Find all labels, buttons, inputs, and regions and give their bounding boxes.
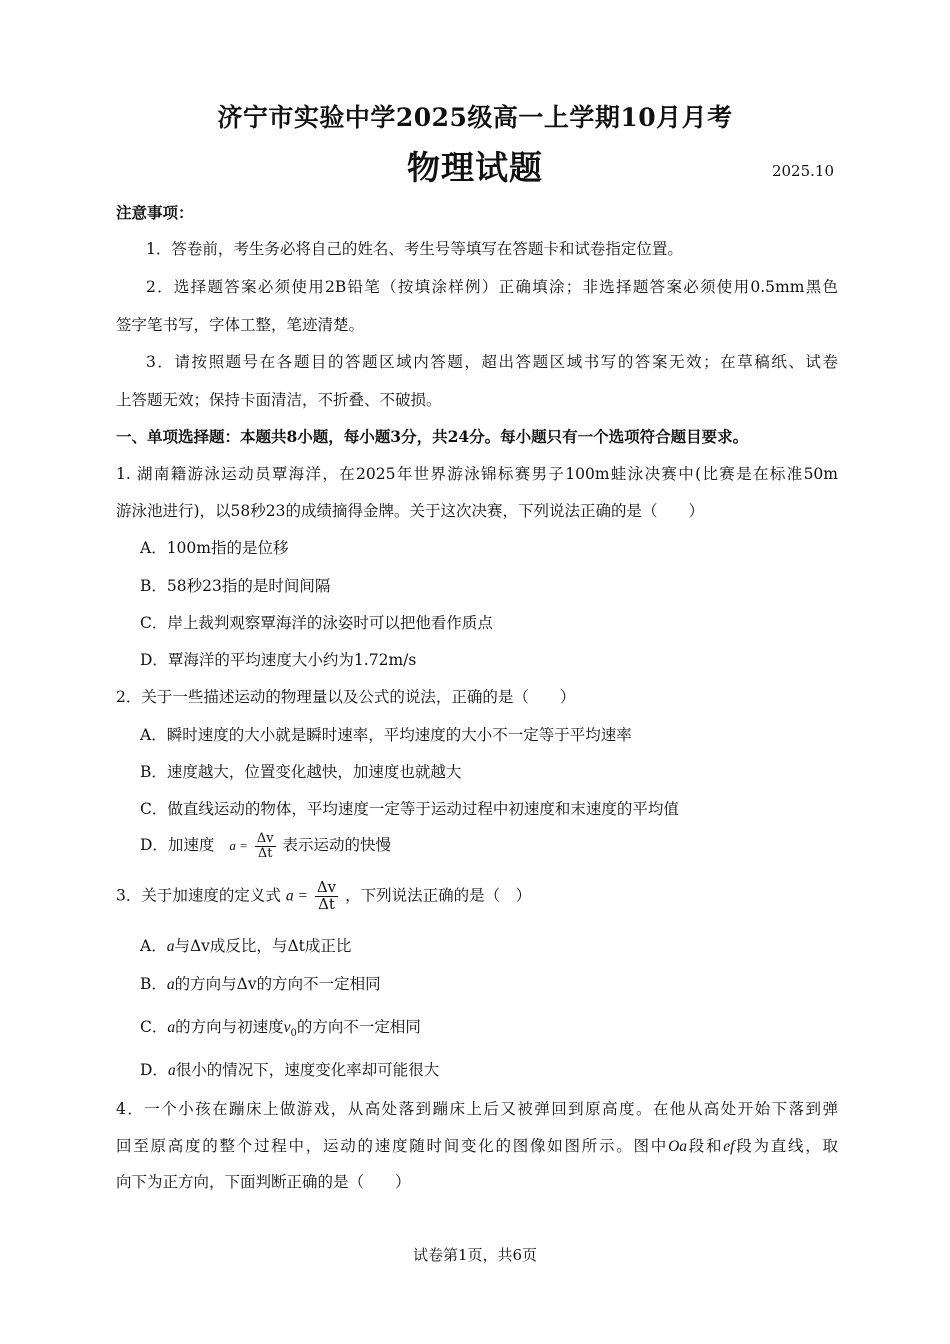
q3-option-a-text3: 成正比 — [304, 937, 352, 955]
q3-var-a: a — [166, 938, 175, 955]
q3-option-c — [140, 1015, 421, 1039]
q3-stem-prefix: 3．关于加速度的定义式 — [116, 886, 281, 905]
q2-option-a: A．瞬时速度的大小就是瞬时速率，平均速度的大小不一定等于平均速率 — [140, 726, 632, 744]
q2-option-d-text: 表示运动的快慢 — [282, 836, 392, 855]
q3-formula-numerator: Δv — [316, 878, 337, 896]
q3-formula-lhs: a = — [285, 887, 308, 905]
q3-option-d-text: 很小的情况下，速度变化率却可能很大 — [175, 1061, 440, 1079]
q3-var-dt: Δt — [287, 937, 305, 955]
q3-option-b-text1: 的方向与 — [174, 975, 237, 993]
q3-option-c-label: C． — [140, 1018, 168, 1036]
q3-stem-suffix: ，下列说法正确的是（ ） — [345, 886, 532, 905]
q3-option-a-label: A． — [140, 937, 167, 955]
q3-var-a: a — [166, 976, 175, 993]
q1-stem-line1: 1. 湖南籍游泳运动员覃海洋，在2025年世界游泳锦标赛男子100m蛙泳决赛中(比赛是在标准50m — [116, 465, 838, 483]
q4-segment-ef: ef — [723, 1138, 735, 1155]
q3-option-c-text2: 的方向不一定相同 — [296, 1018, 421, 1036]
q4-stem-line2-text1: 回至原高度的整个过程中，运动的速度随时间变化的图像如图所示。图中 — [116, 1137, 669, 1155]
q4-stem-line1: 4．一个小孩在蹦床上做游戏，从高处落到蹦床上后又被弹回到原高度。在他从高处开始下落到弹 — [116, 1100, 838, 1118]
q2-option-d — [140, 832, 391, 860]
notice-item-3-line1: 3．请按照题号在各题目的答题区域内答题，超出答题区域书写的答案无效；在草稿纸、试卷 — [146, 353, 838, 371]
q3-var-dv: Δv — [236, 975, 257, 993]
notice-item-2-line1: 2．选择题答案必须使用2B铅笔（按填涂样例）正确填涂；非选择题答案必须使用0.5mm黑色 — [146, 278, 838, 296]
q3-option-b — [140, 972, 381, 994]
exam-title: 济宁市实验中学2025级高一上学期10月月考 — [217, 103, 733, 132]
q4-stem-line2 — [116, 1134, 838, 1156]
q4-stem-line2-text3: 段为直线，取 — [734, 1137, 838, 1155]
q2-formula-numerator: Δv — [256, 831, 274, 846]
subject-title: 物理试题 — [407, 148, 543, 187]
q3-var-dv: Δv — [189, 937, 210, 955]
q2-formula-denominator: Δt — [257, 845, 273, 861]
notice-item-2-line2: 签字笔书写，字体工整，笔迹清楚。 — [116, 316, 365, 334]
q3-formula-fraction — [315, 880, 338, 913]
q3-option-a-text1: 与 — [174, 937, 190, 955]
q3-var-a: a — [167, 1062, 176, 1079]
q3-var-v0-subscript: 0 — [290, 1028, 297, 1040]
notice-heading: 注意事项： — [116, 203, 194, 222]
q3-formula-denominator: Δt — [318, 894, 335, 913]
section-heading: 一、单项选择题：本题共8小题，每小题3分，共24分。每小题只有一个选项符合题目要求。 — [116, 427, 749, 446]
q3-option-d-label: D． — [140, 1061, 168, 1079]
q3-option-c-text1: 的方向与初速度 — [175, 1018, 284, 1036]
q3-var-v0: v — [283, 1019, 291, 1036]
q3-option-b-label: B． — [140, 975, 167, 993]
q3-option-d — [140, 1058, 439, 1080]
q4-segment-oa: Oa — [668, 1138, 688, 1155]
q2-option-b: B．速度越大，位置变化越快，加速度也就越大 — [140, 763, 462, 781]
q3-var-a: a — [167, 1019, 176, 1036]
q1-option-c: C．岸上裁判观察覃海洋的泳姿时可以把他看作质点 — [140, 614, 493, 632]
q1-stem-line2: 游泳池进行)，以58秒23的成绩摘得金牌。关于这次决赛，下列说法正确的是（ ） — [116, 502, 704, 520]
page-footer: 试卷第1页，共6页 — [412, 1246, 538, 1264]
q3-option-a — [140, 934, 351, 956]
q3-option-a-text2: 成反比，与 — [209, 937, 288, 955]
q2-stem: 2．关于一些描述运动的物理量以及公式的说法，正确的是（ ） — [116, 688, 576, 706]
q1-option-d: D．覃海洋的平均速度大小约为1.72m/s — [140, 651, 417, 669]
q1-option-a: A．100m指的是位移 — [140, 539, 289, 557]
q4-stem-line3: 向下为正方向，下面判断正确的是（ ） — [116, 1173, 411, 1191]
exam-date: 2025.10 — [771, 162, 834, 180]
notice-item-1: 1．答卷前，考生务必将自己的姓名、考生号等填写在答题卡和试卷指定位置。 — [146, 240, 683, 258]
notice-item-3-line2: 上答题无效；保持卡面清洁，不折叠、不破损。 — [116, 391, 442, 409]
q2-formula-lhs: a = — [229, 838, 248, 854]
q2-option-c: C．做直线运动的物体，平均速度一定等于运动过程中初速度和末速度的平均值 — [140, 800, 679, 818]
q1-option-b: B．58秒23指的是时间间隔 — [140, 577, 331, 595]
q3-option-b-text2: 的方向不一定相同 — [256, 975, 381, 993]
q2-formula-fraction — [255, 832, 276, 860]
q3-stem — [116, 880, 838, 913]
q2-option-d-label: D．加速度 — [140, 836, 215, 855]
q4-stem-line2-text2: 段和 — [687, 1137, 724, 1155]
